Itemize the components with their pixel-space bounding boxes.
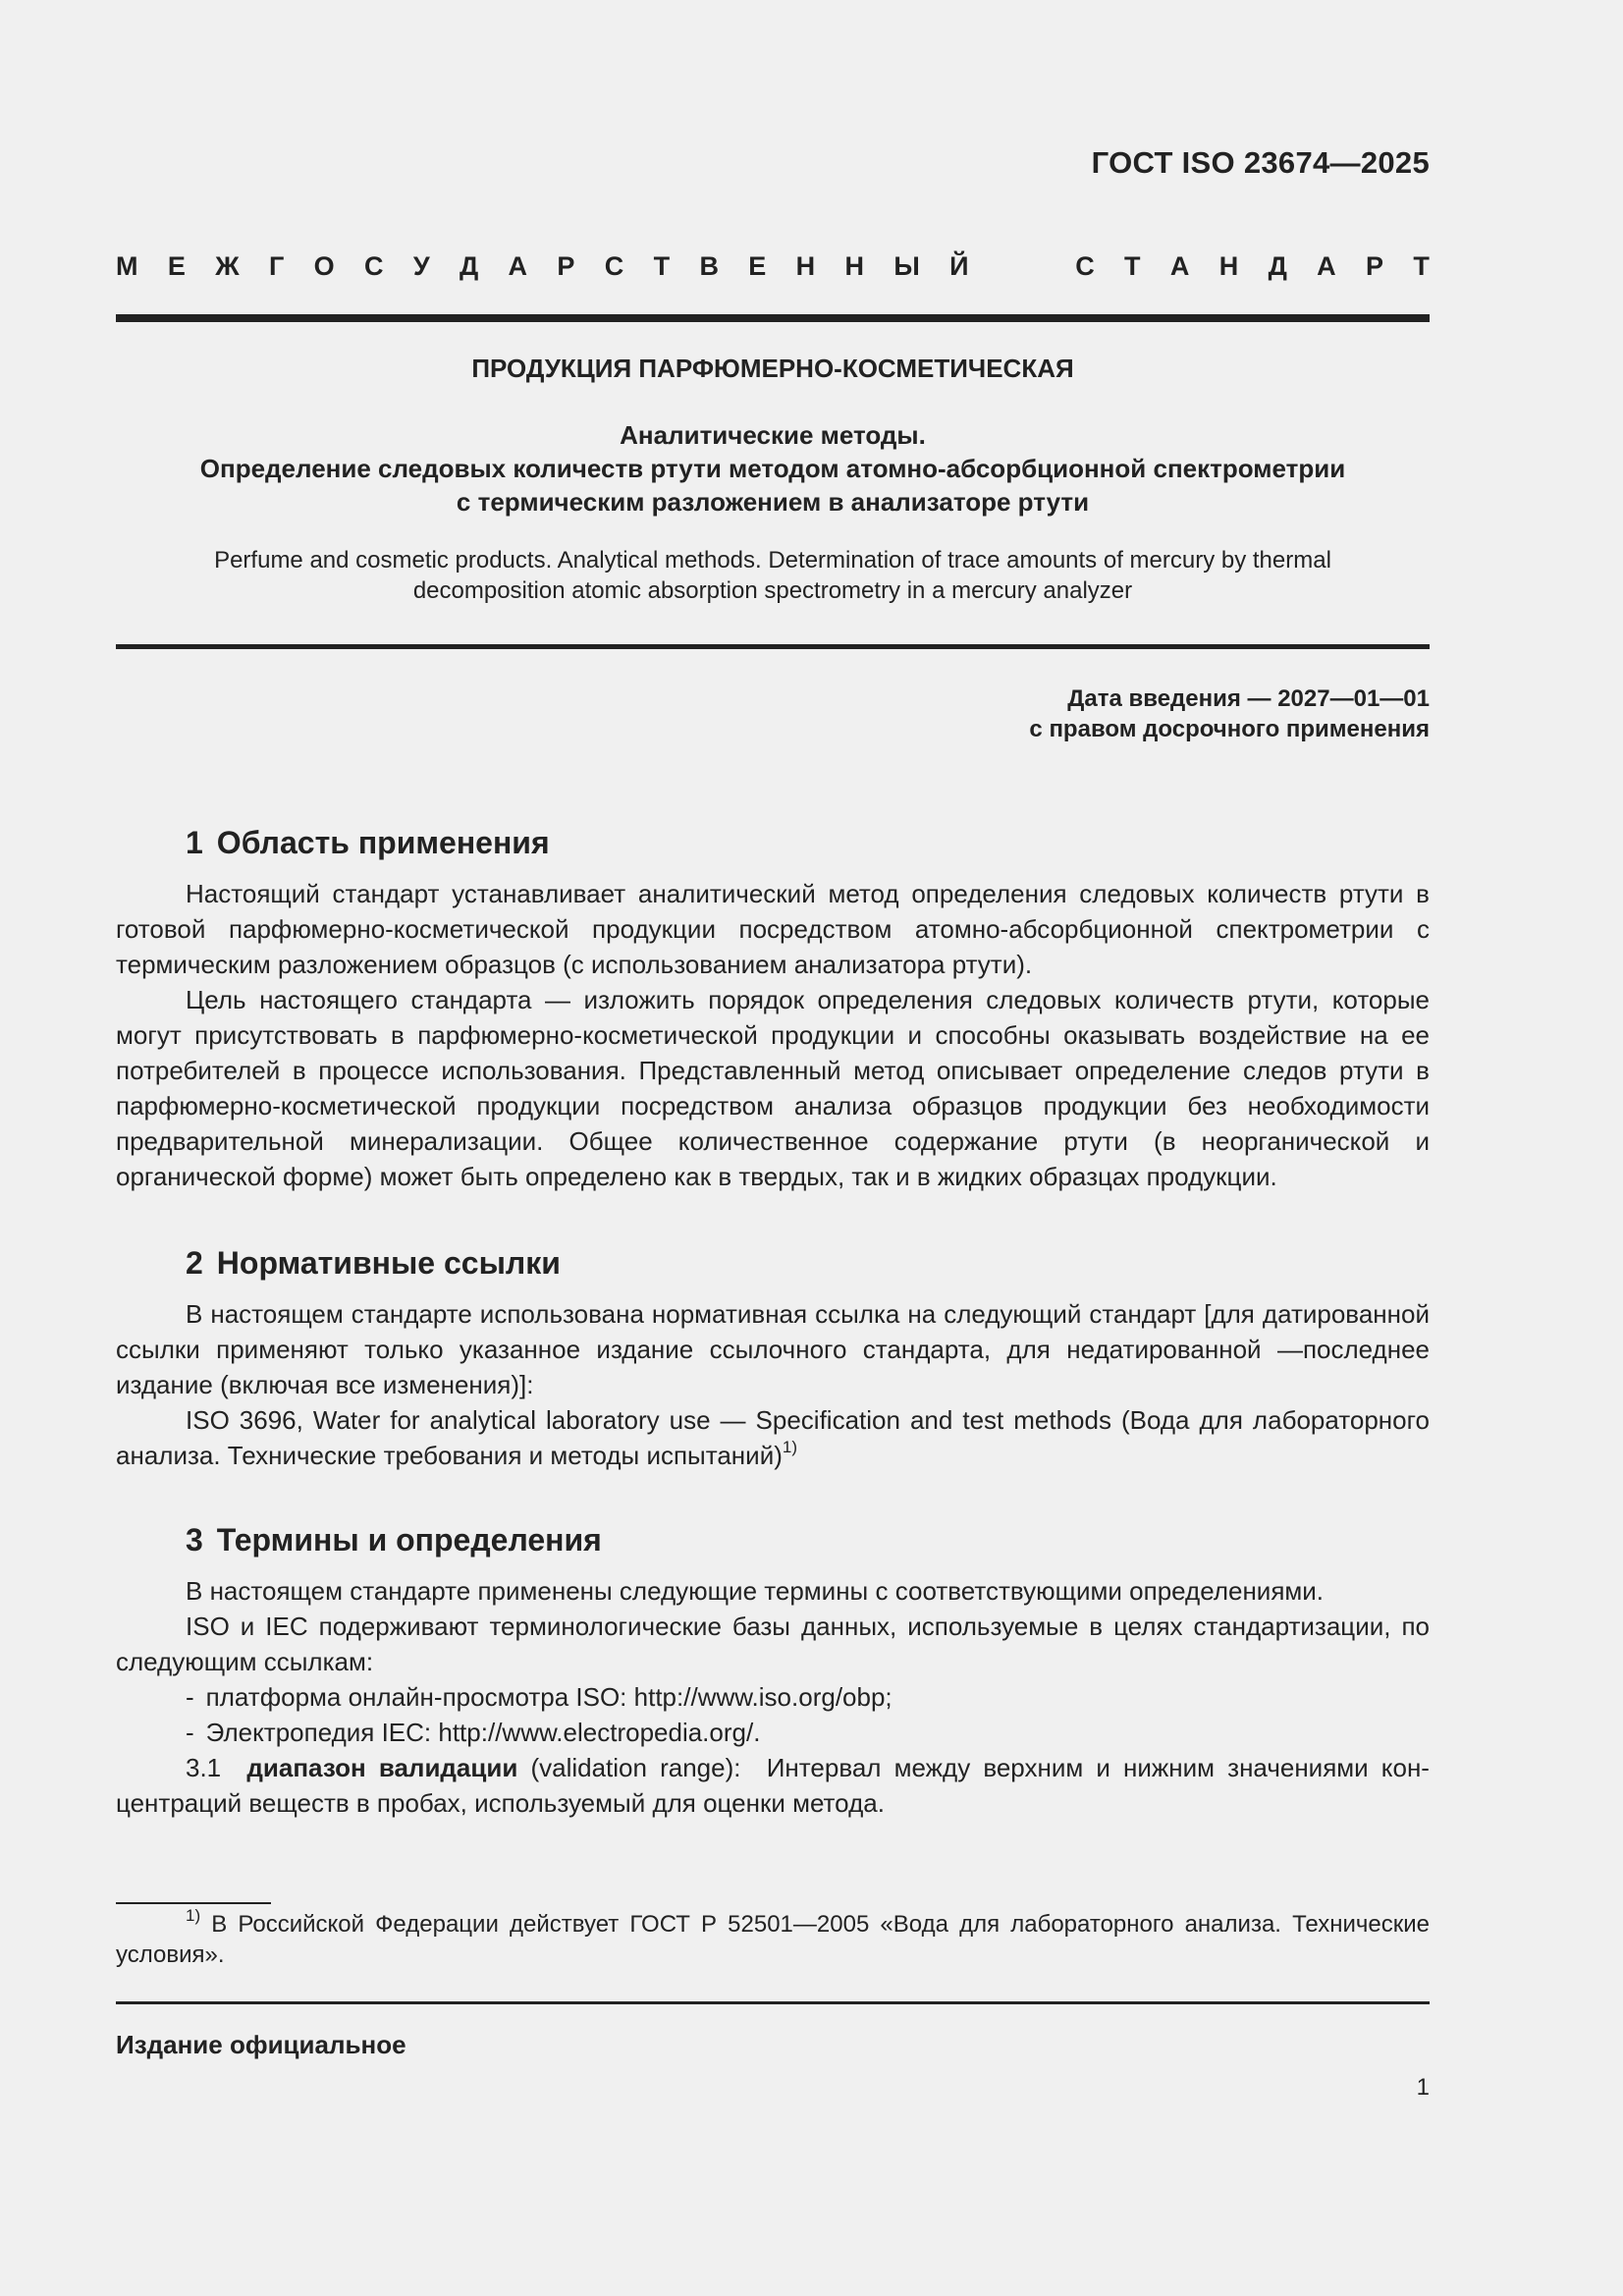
spaced-letter: Р <box>1366 251 1384 281</box>
english-title-line: decomposition atomic absorption spectrometry in a mercury analyzer <box>412 577 1133 604</box>
spaced-letter: Т <box>1413 251 1430 281</box>
document-page <box>116 0 1430 2296</box>
title-divider <box>116 644 1430 649</box>
footer-divider <box>116 2001 1430 2004</box>
term-english: (validation range): <box>530 1753 741 1782</box>
document-subtitle <box>116 418 1430 519</box>
top-divider <box>116 314 1430 322</box>
section-number: 3 <box>186 1522 203 1558</box>
english-title-line: Perfume and cosmetic products. Analytical methods. Determination of trace amounts of mercury by thermal <box>214 547 1331 574</box>
footnote-marker: 1) <box>186 1906 201 1925</box>
section-heading <box>116 823 1430 862</box>
spaced-letter: Н <box>795 251 816 281</box>
reference-entry <box>116 1402 1430 1473</box>
introduction-date-line: Дата введения — 2027—01—01 <box>1067 685 1430 712</box>
spaced-letter: Ы <box>893 251 920 281</box>
spaced-letter: Н <box>844 251 864 281</box>
english-title <box>116 545 1430 606</box>
footnote <box>116 1906 1430 1970</box>
subtitle-line: с термическим разложением в анализаторе ртути <box>456 487 1090 517</box>
early-application-note: с правом досрочного применения <box>1029 716 1430 742</box>
term-definition <box>116 1750 1430 1821</box>
spaced-letter: Г <box>268 251 285 281</box>
page-number: 1 <box>1416 2074 1430 2101</box>
document-title: ПРОДУКЦИЯ ПАРФЮМЕРНО-КОСМЕТИЧЕСКАЯ <box>471 354 1074 383</box>
spaced-letter: В <box>699 251 719 281</box>
list-item-text: платформа онлайн-просмотра ISO: http://www.iso.org/obp; <box>205 1682 893 1712</box>
paragraph: В настоящем стандарте применены следующие термины с соответствующими определениями. <box>186 1576 1325 1606</box>
paragraph: Настоящий стандарт устанавливает аналитический метод определения следовых количеств ртути в готовой парфюмерно-косметической продукции посредством атомно-абсорбционной спектрометрии с термическим разложением образцов (с использованием анализатора ртути). <box>116 879 1430 979</box>
section-heading <box>116 1243 1430 1283</box>
spaced-letter: У <box>412 251 430 281</box>
spaced-letter: М <box>116 251 138 281</box>
list-marker: - <box>186 1718 194 1747</box>
list-item-text: Электропедия IEC: http://www.electropedia.org/. <box>205 1718 761 1747</box>
standard-type-heading <box>116 251 1430 282</box>
spaced-letter: Д <box>459 251 479 281</box>
spaced-letter: А <box>1169 251 1190 281</box>
section-title: Область применения <box>216 825 550 860</box>
document-code: ГОСТ ISO 23674—2025 <box>1091 145 1430 180</box>
spaced-letter: С <box>363 251 384 281</box>
term-number: 3.1 <box>186 1753 222 1782</box>
spaced-letter: Р <box>557 251 575 281</box>
reference-text: ISO 3696, Water for analytical laboratory use — Specification and test methods (Вода для лабораторного анализа. Технические требования и методы испытаний) <box>116 1405 1430 1470</box>
term-name: диапазон валидации <box>246 1753 518 1782</box>
spaced-letter: Т <box>1124 251 1141 281</box>
list-item <box>116 1715 1430 1750</box>
official-edition-label: Издание официальное <box>116 2030 406 2059</box>
spaced-letter: Е <box>748 251 767 281</box>
introduction-date <box>1029 683 1430 744</box>
section-title: Нормативные ссылки <box>216 1245 561 1281</box>
section-scope <box>116 823 1430 1194</box>
spaced-letter: Д <box>1268 251 1287 281</box>
spaced-letter: С <box>1075 251 1095 281</box>
paragraph: В настоящем стандарте использована нормативная ссылка на следующий стандарт [для датированной ссылки применяют только указанное издание ссылочного стандарта, для недатированной —последнее издание (включая все изменения)]: <box>116 1299 1430 1399</box>
section-terms-definitions <box>116 1520 1430 1821</box>
spaced-letter: Й <box>949 251 969 281</box>
subtitle-line: Определение следовых количеств ртути методом атомно-абсорбционной спектрометрии <box>199 454 1346 483</box>
section-number: 2 <box>186 1245 203 1281</box>
footnote-reference[interactable]: 1) <box>782 1438 797 1457</box>
word-gap <box>999 251 1046 282</box>
paragraph: ISO и IEC подерживают терминологические базы данных, используемые в целях стандартизации, по следующим ссылкам: <box>116 1612 1430 1676</box>
spaced-letter: Н <box>1218 251 1239 281</box>
spaced-letter: Ж <box>215 251 240 281</box>
spaced-letter: А <box>508 251 528 281</box>
spaced-letter: А <box>1317 251 1336 281</box>
section-number: 1 <box>186 825 203 860</box>
spaced-letter: Т <box>653 251 671 281</box>
section-heading <box>116 1520 1430 1559</box>
spaced-letter: С <box>604 251 624 281</box>
spaced-letter: О <box>313 251 335 281</box>
section-title: Термины и определения <box>216 1522 602 1558</box>
footnote-separator <box>116 1902 271 1904</box>
footnote-text: В Российской Федерации действует ГОСТ Р 52501—2005 «Вода для лабораторного анализа. Технические условия». <box>116 1911 1430 1968</box>
section-normative-references <box>116 1243 1430 1473</box>
list-item <box>116 1679 1430 1715</box>
term-definition-text: Интервал между верхним и нижним значениями концентраций веществ в пробах, используемый для оценки метода. <box>116 1753 1430 1818</box>
spaced-letter: Е <box>167 251 186 281</box>
list-marker: - <box>186 1682 194 1712</box>
paragraph: Цель настоящего стандарта — изложить порядок определения следовых количеств ртути, которые могут присутствовать в парфюмерно-косметической продукции и способны оказывать воздействие на ее потребителей в процессе использования. Представленный метод описывает определение следов ртути в парфюмерно-косметической продукции посредством анализа образцов продукции без необходимости предварительной минерализации. Общее количественное содержание ртути (в неорганической и органической форме) может быть определено как в твердых, так и в жидких образцах продукции. <box>116 985 1430 1191</box>
subtitle-line: Аналитические методы. <box>620 420 926 450</box>
